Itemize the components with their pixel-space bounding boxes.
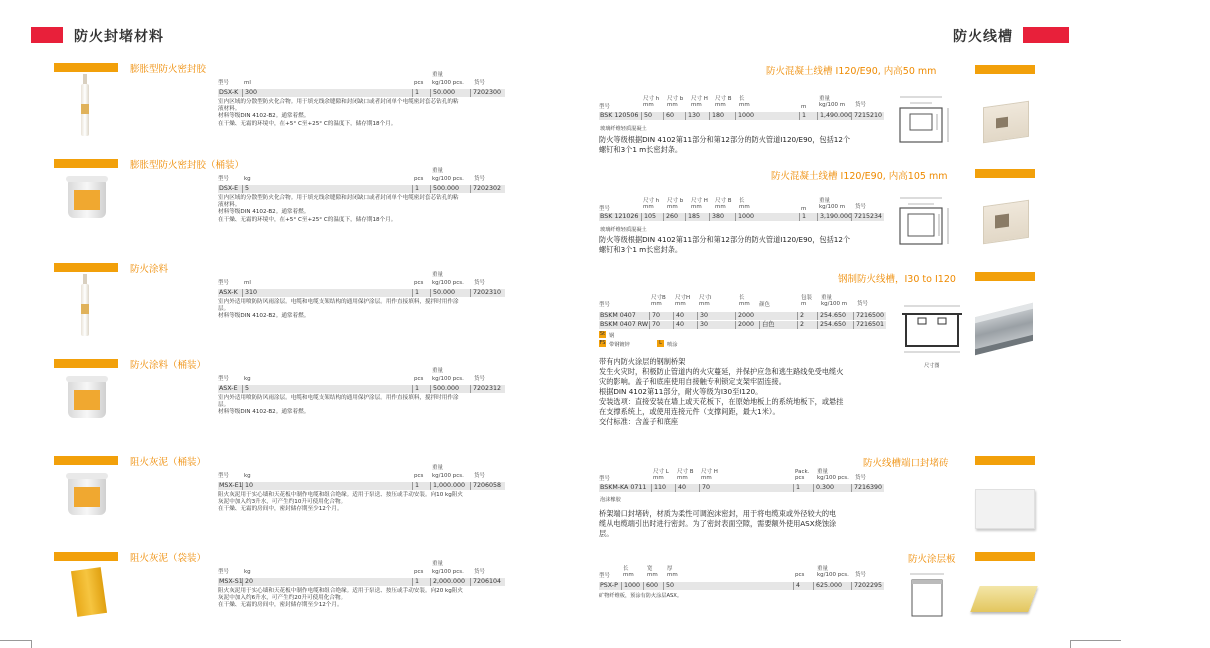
col-header: 厚 (667, 566, 673, 572)
legend-st-tag: St (599, 331, 606, 337)
desc-line: 根据DIN 4102第11部分，耐火等级为I30至I120。 (599, 387, 763, 396)
col-header: ml (244, 280, 251, 286)
product-description (218, 588, 508, 610)
col-header: 尺寸 b (667, 96, 684, 102)
cell: 30 (697, 321, 708, 329)
col-header: pcs (414, 569, 424, 575)
desc-line: 在干燥、无霜的房间中，密封储存期至少12个月。 (218, 506, 343, 513)
concrete-duct-image (983, 200, 1029, 244)
dimension-drawing (896, 94, 962, 146)
cell: 1 (799, 112, 806, 120)
cell-type: DSX-E (219, 185, 239, 192)
col-header: 货号 (474, 280, 486, 286)
cartridge-image (81, 84, 89, 136)
desc-line: 阻火灰泥用于实心墙和天花板中制作电缆和组合绝缘。适用于泵送、按压或手动安装。向10 kg阻火 (218, 492, 464, 498)
cell: 1 (799, 213, 806, 221)
desc-line: 缆从电缆端引出时进行密封。为了密封表面空隙，需要额外使用ASX烧蚀涂 (599, 519, 837, 528)
product-accent-bar (54, 159, 118, 168)
col-header: 尺寸 B (677, 469, 694, 475)
col-header: 尺寸i (699, 295, 712, 301)
col-header: mm (643, 204, 654, 210)
product-description (599, 135, 899, 155)
col-header: mm (675, 301, 686, 307)
cell: 500.000 (430, 385, 459, 393)
table-row (218, 185, 505, 193)
cartridge-image (81, 284, 89, 336)
cell-type: ASX-K (219, 289, 238, 296)
concrete-duct-image (983, 101, 1029, 143)
cell: 180 (709, 112, 724, 120)
drawing-caption: 尺寸图 (924, 363, 940, 369)
coated-board-image (970, 586, 1037, 612)
product-description (218, 99, 508, 128)
col-header: 尺寸 B (715, 198, 732, 204)
col-header: 货号 (474, 376, 486, 382)
desc-line: 室内区域的分散型防火化合物。用于填充线余缝隙和封闭缺口或者封闭单个电缆密封套芯钻孔的粘 (218, 99, 459, 105)
col-header: 重量 (432, 561, 444, 567)
col-header: 型号 (599, 476, 611, 482)
col-header: 货号 (474, 569, 486, 575)
cell-artno: 7216390 (851, 484, 882, 492)
col-header: 货号 (857, 301, 869, 307)
material-note: 泡沫橡胶 (600, 497, 621, 503)
product-accent-bar (54, 263, 118, 272)
cell-artno: 7215210 (851, 112, 882, 120)
product-title: 防火涂料（桶装） (130, 360, 207, 371)
cell: 130 (685, 112, 700, 120)
desc-line: 室内外适用喷防防风雨涂层。电缆和电缆支架结构的通用保护涂层。用作直接填料，搅拌时用作涂 (218, 299, 459, 305)
col-header: 尺寸 b (667, 198, 684, 204)
dimension-drawing (896, 195, 962, 247)
legend-steel: 钢 (609, 333, 615, 339)
desc-line: 交付标准：含盖子和底座 (599, 417, 679, 426)
bag-image (71, 567, 107, 617)
product-description (218, 395, 508, 417)
col-header: mm (715, 204, 726, 210)
foam-brick-image (975, 489, 1035, 529)
desc-line: 材料等级DIN 4102-B2。通常着燃。 (218, 313, 310, 320)
legend-fs: 带钢镀锌 (609, 342, 630, 348)
col-header: 重量 (432, 168, 444, 174)
col-header: 重量 (432, 72, 444, 78)
desc-line: 层。 (218, 402, 230, 409)
cell-artno: 7202310 (470, 289, 501, 297)
col-header: 型号 (218, 569, 230, 575)
col-header: 尺寸 H (701, 469, 718, 475)
cell: 40 (675, 484, 686, 492)
table-row (599, 484, 884, 492)
cell-type: DSX-K (219, 89, 239, 96)
cell: 600 (643, 582, 658, 590)
col-header: 重量 (432, 368, 444, 374)
col-header: 尺寸 h (643, 198, 660, 204)
product-description (599, 357, 899, 427)
product-accent-bar (975, 169, 1035, 178)
col-header: m (801, 301, 807, 307)
cell: 70 (699, 484, 710, 492)
cell: 30 (697, 312, 708, 320)
cell: 1 (412, 385, 419, 393)
cell: 3,190.000 (817, 213, 852, 221)
col-header: 型号 (218, 280, 230, 286)
cell-artno: 7202295 (851, 582, 882, 590)
desc-line: 带有内防火涂层的钢制桥架 (599, 357, 686, 366)
col-header: m (801, 206, 807, 212)
cell: 500.000 (430, 185, 459, 193)
col-header: m (801, 104, 807, 110)
desc-line: 层。 (218, 306, 230, 313)
legend-l: 喷涂 (667, 342, 678, 348)
col-header: pcs (414, 376, 424, 382)
cell: 2000 (735, 312, 754, 320)
cell: 4 (793, 582, 800, 590)
col-header: kg/100 pcs. (432, 80, 464, 86)
table-header (218, 272, 508, 288)
col-header: 型号 (599, 302, 611, 308)
product-accent-bar (975, 456, 1035, 465)
desc-line: 安装选项：直接安装在墙上或天花板下，在原始地板上的系统地板下，或悬挂 (599, 397, 844, 406)
cell: 0.300 (813, 484, 834, 492)
table-header (218, 561, 508, 577)
desc-line: 灾的影响。盖子和底座使用自接触专利锁定支架牢固连接。 (599, 377, 786, 386)
cell-artno: 7215234 (851, 213, 882, 221)
table-header (218, 72, 508, 88)
product-title: 阻火灰泥（袋装） (130, 553, 207, 564)
col-header: kg/100 pcs. (432, 376, 464, 382)
table-row (218, 385, 505, 393)
cell-artno: 7216500 (853, 312, 884, 320)
col-header: mm (647, 572, 658, 578)
col-header: 型号 (599, 206, 611, 212)
cell-artno: 7206104 (470, 578, 501, 586)
col-header: 货号 (855, 475, 867, 481)
cell: 2,000.000 (430, 578, 465, 586)
cell-artno: 7202302 (470, 185, 501, 193)
col-header: 重量 (819, 198, 831, 204)
col-header: 型号 (218, 176, 230, 182)
cell: 1000 (735, 112, 754, 120)
cell: 1 (412, 89, 419, 97)
col-header: 重量 (432, 272, 444, 278)
col-header: 货号 (855, 204, 867, 210)
steel-duct-image (975, 303, 1033, 355)
cell-artno: 7202300 (470, 89, 501, 97)
cell-type: BSKM 0407 (600, 312, 636, 319)
cell-type: BSK 121026 (600, 213, 639, 220)
material-note: 矿物纤维板，预涂有防火涂层ASX。 (599, 593, 683, 599)
col-header: 尺寸 B (715, 96, 732, 102)
table-header (218, 368, 508, 384)
material-note: 玻璃纤维轻质混凝土 (600, 227, 647, 233)
cell: 2000 (735, 321, 754, 329)
col-header: mm (715, 102, 726, 108)
cell: 50.000 (430, 89, 455, 97)
product-title-bskm: 钢制防火线槽，I30 to I120 (838, 274, 956, 285)
col-header: pcs (414, 176, 424, 182)
cell: 300 (242, 89, 257, 97)
col-header: kg/100 pcs. (432, 473, 464, 479)
col-header: mm (691, 102, 702, 108)
col-header: kg (244, 569, 251, 575)
product-title: 阻火灰泥（桶装） (130, 457, 207, 468)
col-header: pcs (414, 80, 424, 86)
col-header: 货号 (855, 572, 867, 578)
col-header: 重量 (819, 96, 831, 102)
col-header: mm (739, 301, 750, 307)
col-header: kg/100 m (821, 301, 848, 307)
table-row (599, 321, 886, 329)
cell: 20 (242, 578, 253, 586)
product-title-bsk-105: 防火混凝土线槽 I120/E90, 内高105 mm (771, 171, 948, 182)
product-description (218, 299, 508, 321)
col-header: 长 (739, 198, 745, 204)
col-header: kg/100 pcs. (432, 569, 464, 575)
desc-line: 液材料。 (218, 106, 241, 113)
cell: 1000 (735, 213, 754, 221)
table-row (218, 289, 505, 297)
col-header: 型号 (599, 104, 611, 110)
cell: 白色 (759, 321, 775, 329)
desc-line: 在干燥、无霜的环境中，在+5° C至+25° C的温度下，储存期18个月。 (218, 120, 397, 127)
table-header (218, 465, 508, 481)
desc-line: 防火等级根据DIN 4102第11部分和第12部分的防火管道I120/E90，包括12个 (599, 235, 851, 244)
col-header: 长 (739, 295, 745, 301)
col-header: 尺寸 h (643, 96, 660, 102)
cell: 70 (649, 312, 660, 320)
col-header: 宽 (647, 566, 653, 572)
product-accent-bar (54, 456, 118, 465)
product-description (599, 509, 899, 539)
col-header: mm (667, 204, 678, 210)
bucket-image (68, 477, 106, 515)
cell-type: BSK 120506 (600, 112, 639, 119)
col-header: 包装 (801, 295, 813, 301)
desc-line: 桥架端口封堵砖，材质为柔性可调泡沫密封，用于将电缆束或外径较大的电 (599, 509, 837, 518)
cell-type: MSX-S1 (219, 578, 243, 585)
col-header: 货号 (855, 102, 867, 108)
product-accent-bar (54, 63, 118, 72)
desc-line: 材料等级DIN 4102-B2。通常着燃。 (218, 209, 310, 216)
cell-artno: 7216501 (853, 321, 884, 329)
col-header: mm (691, 204, 702, 210)
col-header: 重量 (817, 469, 829, 475)
col-header: mm (667, 102, 678, 108)
product-accent-bar (975, 552, 1035, 561)
cell: 1 (412, 185, 419, 193)
desc-line: 材料等级DIN 4102-B2。通常着燃。 (218, 113, 310, 120)
product-title-psx-p: 防火涂层板 (908, 554, 956, 565)
col-header: mm (667, 572, 678, 578)
cell: 1 (793, 484, 800, 492)
col-header: kg/100 pcs. (432, 280, 464, 286)
legend-fs-tag: FS (599, 340, 606, 346)
cell-type: BSKM 0407 RW (600, 321, 649, 328)
product-title-bskm-ka: 防火线槽端口封堵砖 (863, 458, 949, 469)
product-accent-bar (54, 359, 118, 368)
col-header: mm (643, 102, 654, 108)
col-header: 尺寸 L (653, 469, 669, 475)
cell-type: BSKM-KA 0711 (600, 484, 647, 491)
col-header: mm (699, 301, 710, 307)
desc-line: 螺钉和3个1 m长密封条。 (599, 145, 683, 154)
col-header: 型号 (218, 80, 230, 86)
product-accent-bar (54, 552, 118, 561)
col-header: 长 (623, 566, 629, 572)
col-header: pcs (414, 280, 424, 286)
col-header: pcs (795, 572, 805, 578)
cell: 5 (242, 185, 249, 193)
table-row (218, 578, 505, 586)
cell: 40 (673, 312, 684, 320)
cell: 310 (242, 289, 257, 297)
col-header: 货号 (474, 80, 486, 86)
cell: 254.650 (817, 321, 846, 329)
cell: 625.000 (813, 582, 842, 590)
cell: 40 (673, 321, 684, 329)
cell-artno: 7206058 (470, 482, 501, 490)
col-header: mm (739, 102, 750, 108)
col-header: kg (244, 473, 251, 479)
col-header: kg (244, 376, 251, 382)
bucket-image (68, 380, 106, 418)
col-header: Pack. (795, 469, 810, 475)
col-header: mm (651, 301, 662, 307)
cell: 105 (641, 213, 656, 221)
cell-type: MSX-E1 (219, 482, 243, 489)
col-header: pcs (414, 473, 424, 479)
product-title: 膨胀型防火密封胶 (130, 64, 207, 75)
product-accent-bar (975, 65, 1035, 74)
col-header: pcs (795, 475, 805, 481)
product-title: 膨胀型防火密封胶（桶装） (130, 160, 245, 171)
cell: 1,000.000 (430, 482, 465, 490)
product-description (218, 492, 508, 514)
product-accent-bar (975, 272, 1035, 281)
product-title: 防火涂料 (130, 264, 169, 275)
desc-line: 在干燥、无霜的房间中，密封储存期至少12个月。 (218, 602, 343, 609)
right-header-accent-bar (1023, 27, 1069, 43)
col-header: 颜色 (759, 302, 771, 308)
col-header: mm (677, 475, 688, 481)
col-header: 尺寸B (651, 295, 666, 301)
desc-line: 室内外适用喷防防风雨涂层。电缆和电缆支架结构的通用保护涂层。用作直接填料，搅拌时用作涂 (218, 395, 459, 401)
cell: 5 (242, 385, 249, 393)
cell-type: ASX-E (219, 385, 238, 392)
cell: 260 (663, 213, 678, 221)
cell: 1 (412, 578, 419, 586)
col-header: mm (653, 475, 664, 481)
cell: 70 (649, 321, 660, 329)
desc-line: 阻火灰泥用于实心墙和天花板中制作电缆和组合绝缘。适用于泵送、按压或手动安装。向20 kg阻火 (218, 588, 464, 594)
desc-line: 在干燥、无霜的环境中，在+5° C至+25° C的温度下，储存期18个月。 (218, 216, 397, 223)
col-header: 型号 (599, 573, 611, 579)
table-header (218, 168, 508, 184)
col-header: 型号 (218, 473, 230, 479)
col-header: 尺寸 H (691, 96, 708, 102)
cell: 1000 (621, 582, 640, 590)
material-note: 玻璃纤维轻质混凝土 (600, 126, 647, 132)
cell: 254.650 (817, 312, 846, 320)
table-row (599, 312, 886, 320)
col-header: kg/100 pcs. (817, 572, 849, 578)
cell: 1 (412, 289, 419, 297)
left-header-accent-bar (31, 27, 63, 43)
cell: 2 (797, 321, 804, 329)
col-header: kg/100 m (819, 204, 846, 210)
desc-line: 层。 (599, 529, 614, 538)
col-header: 尺寸H (675, 295, 691, 301)
product-title-bsk-50: 防火混凝土线槽 I120/E90, 内高50 mm (766, 66, 937, 77)
cell: 1 (412, 482, 419, 490)
desc-line: 液材料。 (218, 202, 241, 209)
left-page-title: 防火封堵材料 (74, 29, 164, 45)
cell: 110 (651, 484, 666, 492)
cell: 2 (797, 312, 804, 320)
cell-type: PSX-P (600, 582, 618, 589)
dimension-drawing (906, 570, 948, 620)
dimension-drawing (896, 302, 968, 358)
desc-line: 灰泥中加入约6升水，可产生约20升可使用化合物。 (218, 595, 347, 602)
col-header: mm (623, 572, 634, 578)
product-description (599, 235, 899, 255)
col-header: ml (244, 80, 251, 86)
col-header: 重量 (432, 465, 444, 471)
col-header: mm (701, 475, 712, 481)
cell: 60 (663, 112, 674, 120)
cell: 10 (242, 482, 253, 490)
col-header: 货号 (474, 473, 486, 479)
desc-line: 室内区域的分散型防火化合物。用于填充线余缝隙和封闭缺口或者封闭单个电缆密封套芯钻孔的粘 (218, 195, 459, 201)
legend-l-tag: L (657, 340, 664, 347)
bucket-image (68, 180, 106, 218)
cell-artno: 7202312 (470, 385, 501, 393)
col-header: 重量 (817, 566, 829, 572)
table-row (599, 112, 884, 120)
table-row (218, 89, 505, 97)
cell: 1,490.000 (817, 112, 852, 120)
desc-line: 灰泥中加入约3升水，可产生约10升可使用化合物。 (218, 499, 347, 506)
desc-line: 防火等级根据DIN 4102第11部分和第12部分的防火管道I120/E90，包括12个 (599, 135, 851, 144)
table-row (218, 482, 505, 490)
right-page-title: 防火线槽 (953, 29, 1013, 45)
col-header: 货号 (474, 176, 486, 182)
col-header: 长 (739, 96, 745, 102)
col-header: kg/100 m (819, 102, 846, 108)
col-header: 尺寸 H (691, 198, 708, 204)
desc-line: 材料等级DIN 4102-B2。通常着燃。 (218, 409, 310, 416)
cell: 50.000 (430, 289, 455, 297)
col-header: kg (244, 176, 251, 182)
desc-line: 在支撑系统上，或使用连接元件（支撑间距，最大1米）。 (599, 407, 780, 416)
cell: 50 (641, 112, 652, 120)
col-header: 重量 (821, 295, 833, 301)
cell: 50 (663, 582, 674, 590)
table-row (599, 213, 884, 221)
col-header: 型号 (218, 376, 230, 382)
product-description (218, 195, 508, 224)
col-header: kg/100 pcs. (817, 475, 849, 481)
desc-line: 螺钉和3个1 m长密封条。 (599, 245, 683, 254)
desc-line: 发生火灾时，积极防止管道内的火灾蔓延，并保护应急和逃生路线免受电缆火 (599, 367, 844, 376)
col-header: mm (739, 204, 750, 210)
cell: 185 (685, 213, 700, 221)
col-header: kg/100 pcs. (432, 176, 464, 182)
table-row (599, 582, 884, 590)
cell: 380 (709, 213, 724, 221)
